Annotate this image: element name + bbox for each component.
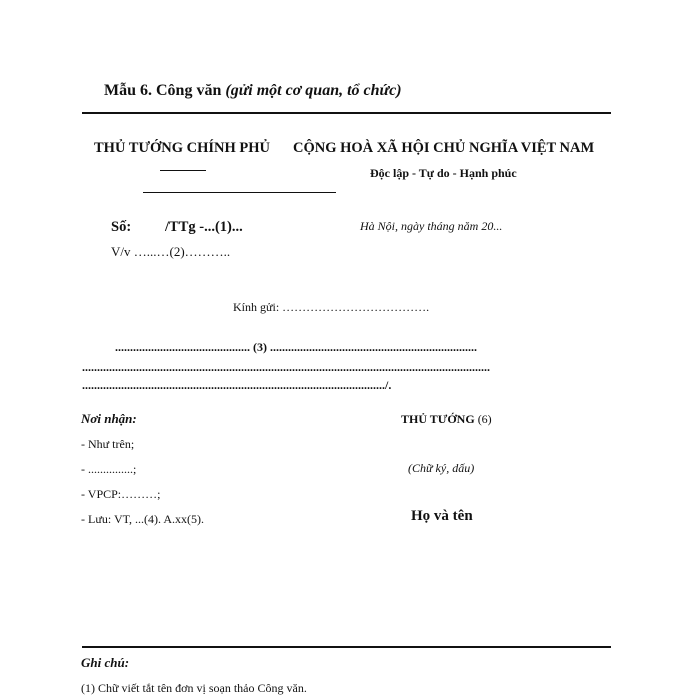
body-line: ............................................. (3) .....................................................................: [115, 340, 477, 354]
form-title-label: Mẫu 6. Công văn: [104, 82, 222, 99]
national-motto: Độc lập - Tự do - Hạnh phúc: [370, 166, 517, 180]
place-date: Hà Nội, ngày tháng năm 20...: [360, 219, 503, 233]
document-number-value: /TTg -...(1)...: [165, 219, 243, 235]
issuer-name: THỦ TƯỚNG CHÍNH PHỦ: [94, 140, 271, 156]
top-divider: [82, 112, 611, 114]
header-divider: [143, 192, 336, 193]
recipient-item: - VPCP:………;: [81, 487, 161, 501]
notes-divider: [82, 646, 611, 648]
recipient-item: - Lưu: VT, ...(4). A.xx(5).: [81, 512, 205, 526]
signer-title-text: THỦ TƯỚNG: [401, 412, 475, 426]
note-item: (1) Chữ viết tắt tên đơn vị soạn thảo Công văn.: [81, 681, 307, 695]
form-title-subtitle: (gửi một cơ quan, tổ chức): [225, 82, 402, 99]
recipient-item: - Như trên;: [81, 437, 135, 451]
form-title: [104, 82, 402, 100]
body-line: ........................................................................................................................................: [82, 360, 490, 374]
recipients-title: Nơi nhận:: [81, 411, 137, 426]
body-line: ...................................................................................................../.: [82, 378, 392, 392]
signer-title-note: (6): [474, 412, 492, 426]
document-subject: V/v …...…(2)………..: [111, 244, 231, 259]
issuer-underline: [160, 170, 206, 171]
signer-name: Họ và tên: [411, 508, 473, 524]
national-title: CỘNG HOÀ XÃ HỘI CHỦ NGHĨA VIỆT NAM: [293, 140, 595, 156]
notes-title: Ghi chú:: [81, 655, 130, 670]
document-number-label: Số:: [111, 219, 132, 235]
recipient-line: Kính gửi: ……………………………….: [233, 300, 430, 314]
signature-note: (Chữ ký, dấu): [408, 461, 475, 475]
recipient-item: - ...............;: [81, 462, 137, 476]
signer-title: [401, 412, 492, 427]
